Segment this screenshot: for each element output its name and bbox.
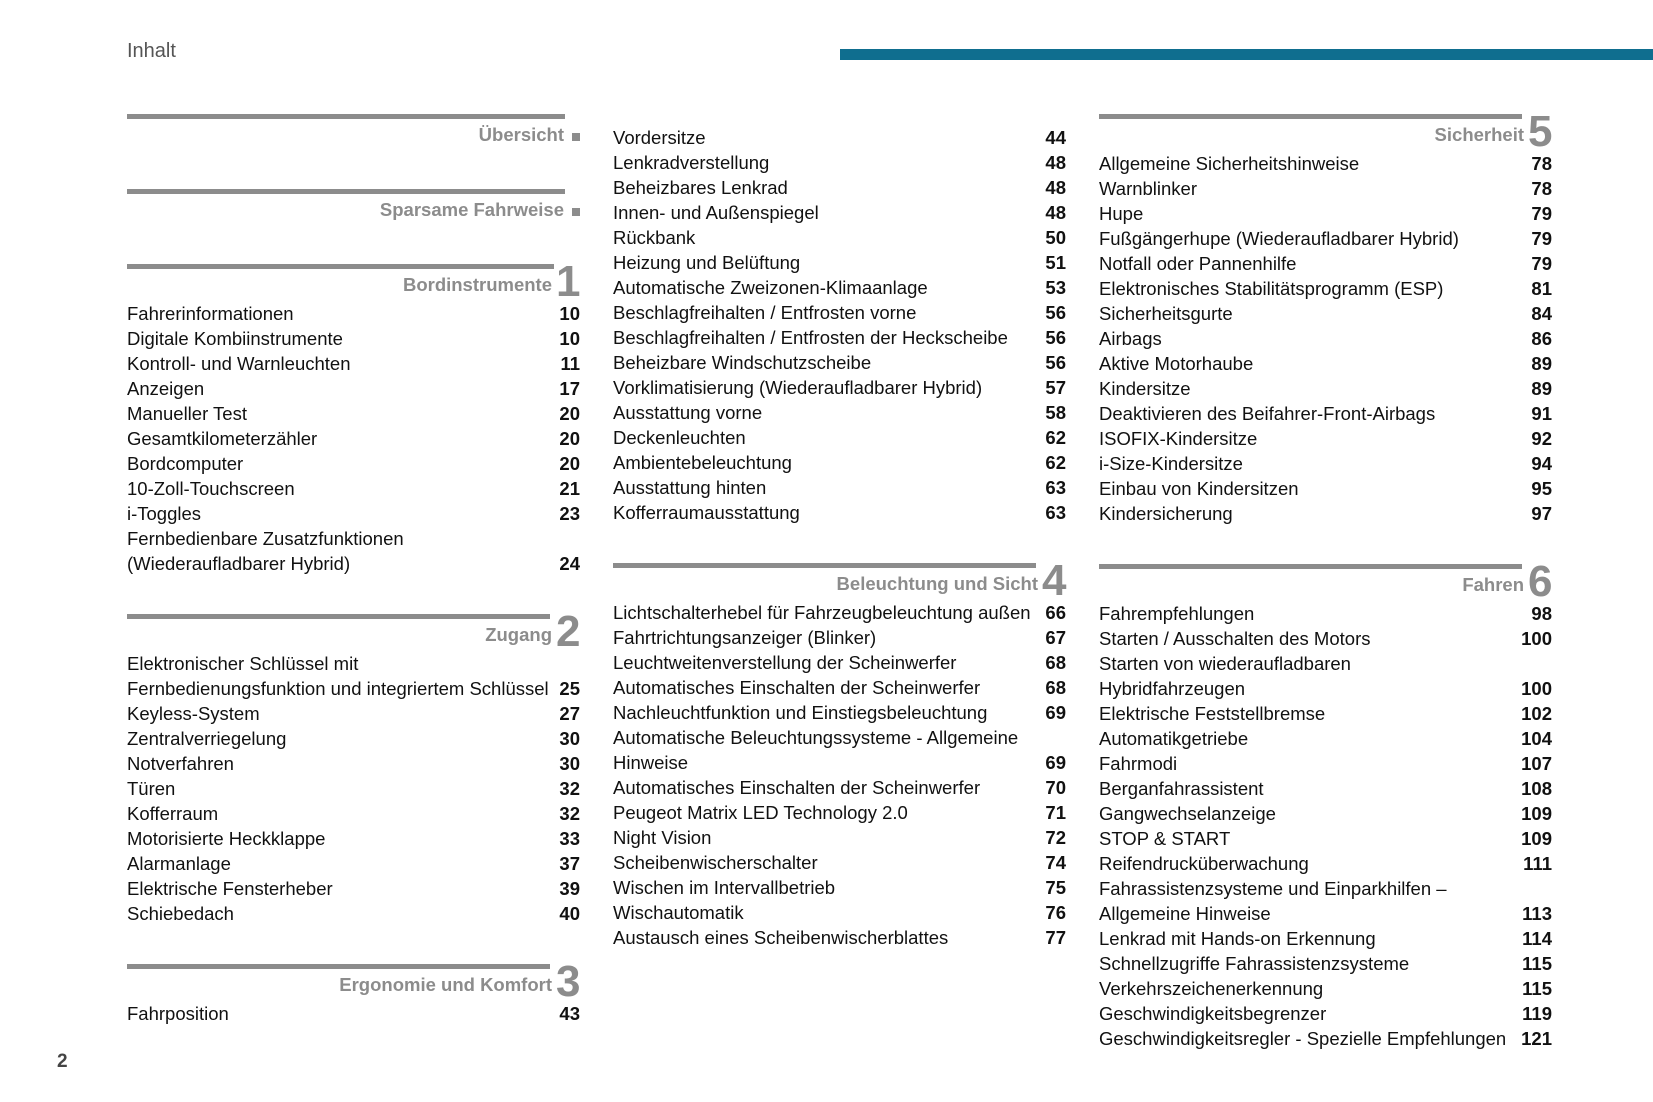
entry-page: 48 (1045, 152, 1066, 173)
entry-page: 94 (1531, 453, 1552, 474)
entry-page: 111 (1523, 853, 1552, 874)
section-number: 4 (1042, 556, 1067, 605)
entry-page: 69 (1045, 752, 1066, 773)
entry-page: 50 (1045, 227, 1066, 248)
section-title[interactable]: Bordinstrumente (402, 274, 552, 295)
entry-title: Kindersitze (1099, 378, 1191, 399)
entry-title: Fahrmodi (1099, 753, 1178, 774)
toc-entry[interactable] (1099, 401, 1552, 426)
toc-column-3 (1099, 107, 1553, 1051)
entry-title: Automatische Zweizonen-Klimaanlage (613, 277, 928, 298)
entry-page: 72 (1045, 827, 1066, 848)
toc-entry[interactable] (1099, 651, 1552, 701)
entry-title: 10-Zoll-Touchscreen (127, 478, 295, 499)
entry-title: Starten von wiederaufladbaren Hybridfahrzeugen (1099, 653, 1351, 699)
toc-entry[interactable] (127, 526, 580, 576)
toc-entry[interactable] (1099, 851, 1552, 876)
entry-page: 81 (1531, 278, 1552, 299)
toc-entry[interactable] (1099, 176, 1552, 201)
entry-page: 100 (1521, 628, 1552, 649)
toc-entry[interactable] (127, 351, 580, 376)
entry-title: Zentralverriegelung (127, 728, 287, 749)
toc-entry[interactable] (127, 376, 580, 401)
entry-title: Lenkradverstellung (613, 152, 770, 173)
entry-title: Fahrerinformationen (127, 303, 294, 324)
toc-entry[interactable] (127, 876, 580, 901)
entry-page: 113 (1522, 903, 1552, 924)
entry-page: 97 (1531, 503, 1552, 524)
entry-page: 98 (1531, 603, 1552, 624)
section-title[interactable]: Sicherheit (1434, 124, 1524, 145)
entry-title: Fernbedienbare Zusatzfunktionen (Wiederaufladbarer Hybrid) (127, 528, 404, 574)
entry-title: Nachleuchtfunktion und Einstiegsbeleuchtung (613, 702, 988, 723)
entry-page: 79 (1531, 203, 1552, 224)
entry-title: Warnblinker (1099, 178, 1198, 199)
entry-title: Innen- und Außenspiegel (613, 202, 819, 223)
toc-entry[interactable] (127, 301, 580, 326)
toc-entry[interactable] (1099, 876, 1552, 926)
toc-column-2 (613, 112, 1066, 950)
toc-entry[interactable] (1099, 951, 1552, 976)
toc-entry[interactable] (127, 751, 580, 776)
toc-entry[interactable] (127, 826, 580, 851)
toc-entry[interactable] (1099, 726, 1552, 751)
entry-page: 71 (1045, 802, 1066, 823)
entry-title: Kofferraumausstattung (613, 502, 800, 523)
entry-title: Elektrische Fensterheber (127, 878, 333, 899)
entry-title: i-Size-Kindersitze (1099, 453, 1243, 474)
entry-page: 104 (1521, 728, 1552, 749)
entry-title: Berganfahrassistent (1099, 778, 1264, 799)
entry-title: Verkehrszeichenerkennung (1099, 978, 1324, 999)
toc-entry[interactable] (1099, 151, 1552, 176)
toc-entry[interactable] (613, 400, 1066, 425)
entry-title: Beheizbares Lenkrad (613, 177, 788, 198)
entry-page: 10 (559, 303, 580, 324)
entry-page: 78 (1531, 178, 1552, 199)
entry-title: Einbau von Kindersitzen (1099, 478, 1299, 499)
entry-title: Schiebedach (127, 903, 234, 924)
entry-title: Notverfahren (127, 753, 234, 774)
toc-entry[interactable] (613, 350, 1066, 375)
toc-entry[interactable] (1099, 751, 1552, 776)
entry-page: 89 (1531, 353, 1552, 374)
entry-title: Reifendrucküberwachung (1099, 853, 1309, 874)
entry-page: 62 (1045, 452, 1066, 473)
entry-title: Wischautomatik (613, 902, 744, 923)
entry-page: 79 (1531, 228, 1552, 249)
toc-entry[interactable] (1099, 251, 1552, 276)
entry-title: Geschwindigkeitsbegrenzer (1099, 1003, 1327, 1024)
entry-page: 86 (1531, 328, 1552, 349)
toc-section-beleuchtung-und-sicht (613, 556, 1067, 950)
entry-page: 32 (559, 803, 580, 824)
entry-page: 21 (559, 478, 580, 499)
toc-entry[interactable] (127, 651, 580, 701)
entry-title: Allgemeine Sicherheitshinweise (1099, 153, 1360, 174)
entry-page: 77 (1045, 927, 1066, 948)
entry-page: 17 (559, 378, 580, 399)
entry-title: Beschlagfreihalten / Entfrosten vorne (613, 302, 917, 323)
entry-title: Starten / Ausschalten des Motors (1099, 628, 1371, 649)
entry-page: 40 (559, 903, 580, 924)
entry-title: Motorisierte Heckklappe (127, 828, 326, 849)
toc-entry[interactable] (127, 726, 580, 751)
toc-entry[interactable] (613, 150, 1066, 175)
toc-entry[interactable] (613, 275, 1066, 300)
entry-page: 76 (1045, 902, 1066, 923)
toc-entry[interactable] (1099, 826, 1552, 851)
section-title[interactable]: Übersicht (478, 124, 564, 145)
entry-title: Ausstattung hinten (613, 477, 767, 498)
section-title[interactable]: Beleuchtung und Sicht (836, 573, 1038, 594)
entry-page: 11 (560, 353, 580, 374)
square-bullet-icon (572, 133, 580, 141)
toc-entry[interactable] (127, 776, 580, 801)
entry-page: 89 (1531, 378, 1552, 399)
toc-section-bordinstrumente (127, 257, 581, 576)
entry-title: Hupe (1099, 203, 1144, 224)
entry-title: Fahrtrichtungsanzeiger (Blinker) (613, 627, 877, 648)
toc-entry[interactable] (127, 801, 580, 826)
entry-page: 67 (1045, 627, 1066, 648)
toc-entry[interactable] (1099, 1026, 1552, 1051)
entry-title: Leuchtweitenverstellung der Scheinwerfer (613, 652, 957, 673)
toc-entry[interactable] (613, 125, 1066, 150)
toc-entry[interactable] (1099, 626, 1552, 651)
section-number: 5 (1528, 107, 1553, 156)
entry-page: 121 (1521, 1028, 1552, 1049)
toc-entry[interactable] (1099, 351, 1552, 376)
toc-entry[interactable] (613, 775, 1066, 800)
toc-entry[interactable] (613, 375, 1066, 400)
entry-page: 78 (1531, 153, 1552, 174)
entry-page: 33 (559, 828, 580, 849)
entry-page: 24 (559, 553, 580, 574)
toc-section-ergonomie-und-komfort (127, 957, 581, 1026)
toc-entry[interactable] (127, 501, 580, 526)
entry-page: 68 (1045, 652, 1066, 673)
entry-page: 25 (559, 678, 580, 699)
entry-title: Automatische Beleuchtungssysteme - Allgemeine Hinweise (613, 727, 1019, 773)
entry-title: Ambientebeleuchtung (613, 452, 792, 473)
section-title[interactable]: Sparsame Fahrweise (379, 199, 564, 220)
toc-entry[interactable] (127, 476, 580, 501)
toc-entry[interactable] (1099, 976, 1552, 1001)
entry-title: Kontroll- und Warnleuchten (127, 353, 351, 374)
entry-page: 10 (559, 328, 580, 349)
entry-page: 51 (1045, 252, 1066, 273)
toc-entry[interactable] (1099, 376, 1552, 401)
entry-page: 69 (1045, 702, 1066, 723)
entry-page: 63 (1045, 502, 1066, 523)
toc-entry[interactable] (613, 175, 1066, 200)
entry-title: ISOFIX-Kindersitze (1099, 428, 1258, 449)
toc-section-fahren (1099, 557, 1553, 1051)
entry-title: Fußgängerhupe (Wiederaufladbarer Hybrid) (1099, 228, 1459, 249)
toc-section-zugang (127, 607, 581, 926)
section-title[interactable]: Fahren (1462, 574, 1524, 595)
entry-page: 27 (559, 703, 580, 724)
entry-page: 84 (1531, 303, 1552, 324)
entry-page: 20 (559, 403, 580, 424)
entry-title: Peugeot Matrix LED Technology 2.0 (613, 802, 908, 823)
entry-title: Beheizbare Windschutzscheibe (613, 352, 872, 373)
entry-page: 53 (1045, 277, 1066, 298)
toc-entry[interactable] (1099, 476, 1552, 501)
toc-entry[interactable] (127, 426, 580, 451)
toc-entry[interactable] (127, 401, 580, 426)
section-title[interactable]: Zugang (485, 624, 552, 645)
entry-page: 56 (1045, 327, 1066, 348)
toc-entry[interactable] (1099, 501, 1552, 526)
entry-page: 74 (1045, 852, 1066, 873)
entry-title: Anzeigen (127, 378, 205, 399)
toc-entry[interactable] (127, 851, 580, 876)
entry-title: Gesamtkilometerzähler (127, 428, 318, 449)
entry-page: 108 (1521, 778, 1552, 799)
entry-title: Elektronisches Stabilitätsprogramm (ESP) (1099, 278, 1444, 299)
entry-page: 79 (1531, 253, 1552, 274)
entry-title: Sicherheitsgurte (1099, 303, 1233, 324)
entry-title: Austausch eines Scheibenwischerblattes (613, 927, 949, 948)
toc-entry[interactable] (613, 825, 1066, 850)
entry-page: 37 (559, 853, 580, 874)
toc-entry[interactable] (127, 701, 580, 726)
toc-entry[interactable] (613, 700, 1066, 725)
entry-title: Elektrische Feststellbremse (1099, 703, 1326, 724)
entry-page: 43 (559, 1003, 580, 1024)
toc-entry[interactable] (1099, 451, 1552, 476)
entry-title: Geschwindigkeitsregler - Spezielle Empfehlungen (1099, 1028, 1507, 1049)
page-number: 2 (57, 1051, 68, 1072)
toc-entry[interactable] (1099, 801, 1552, 826)
entry-title: Rückbank (613, 227, 696, 248)
entry-title: Airbags (1099, 328, 1162, 349)
section-number: 3 (556, 957, 581, 1006)
entry-page: 32 (559, 778, 580, 799)
entry-title: Schnellzugriffe Fahrassistenzsysteme (1099, 953, 1410, 974)
toc-entry[interactable] (613, 875, 1066, 900)
entry-page: 107 (1521, 753, 1552, 774)
entry-page: 109 (1521, 828, 1552, 849)
entry-title: STOP & START (1099, 828, 1231, 849)
toc-entry[interactable] (1099, 1001, 1552, 1026)
entry-page: 75 (1045, 877, 1066, 898)
entry-title: Fahrassistenzsysteme und Einparkhilfen – Allgemeine Hinweise (1099, 878, 1447, 924)
toc-entry[interactable] (613, 625, 1066, 650)
entry-title: Vordersitze (613, 127, 706, 148)
toc-entry[interactable] (613, 200, 1066, 225)
entry-title: Deaktivieren des Beifahrer-Front-Airbags (1099, 403, 1436, 424)
toc-entry[interactable] (1099, 276, 1552, 301)
toc-entry[interactable] (613, 300, 1066, 325)
toc-entry[interactable] (613, 675, 1066, 700)
toc-entry[interactable] (1099, 776, 1552, 801)
toc-entry[interactable] (1099, 426, 1552, 451)
toc-entry[interactable] (1099, 601, 1552, 626)
entry-title: Digitale Kombiinstrumente (127, 328, 343, 349)
entry-page: 100 (1521, 678, 1552, 699)
entry-page: 63 (1045, 477, 1066, 498)
entry-page: 91 (1531, 403, 1552, 424)
entry-page: 66 (1045, 602, 1066, 623)
entry-title: Keyless-System (127, 703, 260, 724)
entry-page: 102 (1521, 703, 1552, 724)
entry-title: Automatisches Einschalten der Scheinwerfer (613, 677, 981, 698)
entry-title: Elektronischer Schlüssel mit Fernbedienungsfunktion und integriertem Schlüssel (127, 653, 549, 699)
section-number: 1 (556, 257, 581, 306)
toc-entry[interactable] (1099, 926, 1552, 951)
entry-page: 39 (559, 878, 580, 899)
toc-section-sicherheit (1099, 107, 1553, 526)
toc-entry[interactable] (613, 900, 1066, 925)
entry-page: 92 (1531, 428, 1552, 449)
entry-page: 48 (1045, 177, 1066, 198)
entry-title: Aktive Motorhaube (1099, 353, 1254, 374)
entry-page: 56 (1045, 302, 1066, 323)
entry-title: Lichtschalterhebel für Fahrzeugbeleuchtung außen (613, 602, 1031, 623)
entry-page: 56 (1045, 352, 1066, 373)
toc-entry[interactable] (613, 600, 1066, 625)
entry-page: 57 (1045, 377, 1066, 398)
toc-entry[interactable] (613, 650, 1066, 675)
toc-entry[interactable] (613, 475, 1066, 500)
entry-page: 20 (559, 453, 580, 474)
entry-page: 62 (1045, 427, 1066, 448)
entry-title: Alarmanlage (127, 853, 231, 874)
toc-section-continued (613, 125, 1066, 525)
entry-title: i-Toggles (127, 503, 202, 524)
entry-page: 119 (1522, 1003, 1552, 1024)
toc-entry[interactable] (127, 326, 580, 351)
toc-section-ubersicht (127, 112, 580, 151)
entry-title: Fahrposition (127, 1003, 229, 1024)
toc-entry[interactable] (613, 425, 1066, 450)
toc-entry[interactable] (1099, 701, 1552, 726)
page-header-title: Inhalt (127, 40, 176, 62)
toc-entry[interactable] (613, 500, 1066, 525)
entry-title: Heizung und Belüftung (613, 252, 801, 273)
toc-entry[interactable] (613, 250, 1066, 275)
entry-title: Automatisches Einschalten der Scheinwerfer (613, 777, 981, 798)
toc-entry[interactable] (613, 850, 1066, 875)
toc-entry[interactable] (1099, 226, 1552, 251)
entry-page: 20 (559, 428, 580, 449)
entry-page: 44 (1045, 127, 1066, 148)
entry-page: 115 (1522, 953, 1552, 974)
entry-page: 30 (559, 753, 580, 774)
toc-entry[interactable] (613, 325, 1066, 350)
entry-page: 109 (1521, 803, 1552, 824)
entry-title: Wischen im Intervallbetrieb (613, 877, 836, 898)
entry-title: Beschlagfreihalten / Entfrosten der Heckscheibe (613, 327, 1008, 348)
toc-entry[interactable] (613, 725, 1066, 775)
entry-title: Türen (127, 778, 176, 799)
entry-title: Manueller Test (127, 403, 247, 424)
entry-title: Kindersicherung (1099, 503, 1233, 524)
toc-entry[interactable] (613, 225, 1066, 250)
header-accent-bar (840, 49, 1653, 60)
toc-entry[interactable] (613, 450, 1066, 475)
entry-title: Notfall oder Pannenhilfe (1099, 253, 1297, 274)
entry-page: 95 (1531, 478, 1552, 499)
entry-title: Kofferraum (127, 803, 219, 824)
toc-entry[interactable] (127, 451, 580, 476)
toc-column-1 (127, 112, 580, 1026)
entry-title: Fahrempfehlungen (1099, 603, 1255, 624)
entry-title: Deckenleuchten (613, 427, 746, 448)
entry-title: Bordcomputer (127, 453, 244, 474)
entry-title: Gangwechselanzeige (1099, 803, 1276, 824)
entry-title: Lenkrad mit Hands-on Erkennung (1099, 928, 1376, 949)
entry-page: 48 (1045, 202, 1066, 223)
toc-section-sparsame-fahrweise (127, 187, 580, 226)
toc-entry[interactable] (1099, 201, 1552, 226)
square-bullet-icon (572, 208, 580, 216)
entry-title: Night Vision (613, 827, 712, 848)
entry-page: 58 (1045, 402, 1066, 423)
entry-page: 114 (1522, 928, 1552, 949)
toc-entry[interactable] (613, 925, 1066, 950)
entry-page: 30 (559, 728, 580, 749)
entry-page: 68 (1045, 677, 1066, 698)
entry-page: 115 (1522, 978, 1552, 999)
toc-entry[interactable] (613, 800, 1066, 825)
section-title[interactable]: Ergonomie und Komfort (339, 974, 552, 995)
entry-title: Vorklimatisierung (Wiederaufladbarer Hybrid) (613, 377, 983, 398)
section-number: 2 (556, 607, 581, 656)
entry-page: 23 (559, 503, 580, 524)
section-number: 6 (1528, 557, 1553, 606)
toc-entry[interactable] (1099, 301, 1552, 326)
entry-page: 70 (1045, 777, 1066, 798)
toc-entry[interactable] (127, 901, 580, 926)
entry-title: Ausstattung vorne (613, 402, 763, 423)
entry-title: Automatikgetriebe (1099, 728, 1249, 749)
toc-entry[interactable] (127, 1001, 580, 1026)
entry-title: Scheibenwischerschalter (613, 852, 818, 873)
toc-entry[interactable] (1099, 326, 1552, 351)
